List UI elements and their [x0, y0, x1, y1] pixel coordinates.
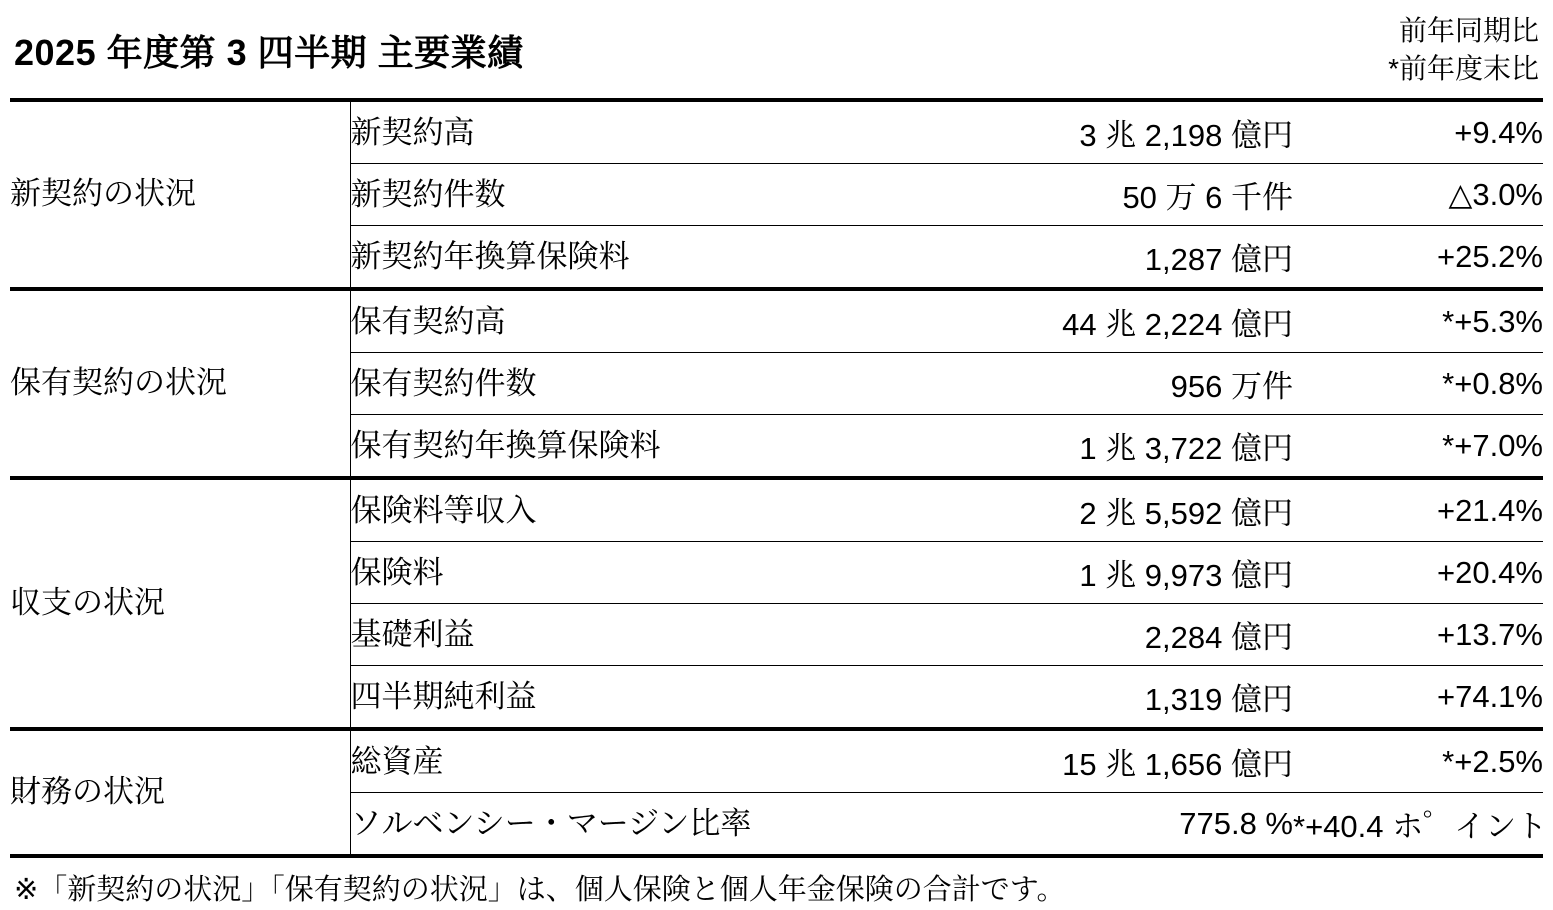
page-title: 2025 年度第 3 四半期 主要業績 — [14, 31, 524, 73]
row-item-label: 新契約高 — [350, 100, 873, 164]
comparison-basis-line-2: *前年度末比 — [1388, 53, 1539, 85]
row-delta: △3.0% — [1293, 164, 1543, 226]
table-row — [10, 478, 1543, 542]
row-item-label: ソルベンシー・マージン比率 — [350, 793, 873, 857]
row-delta: +20.4% — [1293, 542, 1543, 604]
row-item-label: 保険料等収入 — [350, 478, 873, 542]
row-value: 1 兆 9,973 億円 — [873, 542, 1293, 604]
row-item-label: 保有契約年換算保険料 — [350, 415, 873, 479]
row-delta: *+5.3% — [1293, 289, 1543, 353]
group-label-in-force-contracts: 保有契約の状況 — [10, 289, 350, 478]
table-row — [10, 100, 1543, 164]
row-delta: +9.4% — [1293, 100, 1543, 164]
row-delta: +74.1% — [1293, 666, 1543, 730]
page-header — [10, 0, 1543, 98]
row-delta: +21.4% — [1293, 478, 1543, 542]
row-delta: *+2.5% — [1293, 729, 1543, 793]
row-value: 2 兆 5,592 億円 — [873, 478, 1293, 542]
table-row — [10, 729, 1543, 793]
comparison-basis-note — [1388, 12, 1539, 92]
row-item-label: 保有契約高 — [350, 289, 873, 353]
row-value: 3 兆 2,198 億円 — [873, 100, 1293, 164]
row-delta: *+0.8% — [1293, 353, 1543, 415]
row-delta: +13.7% — [1293, 604, 1543, 666]
group-label-new-contracts: 新契約の状況 — [10, 100, 350, 289]
group-label-income-expenses: 収支の状況 — [10, 478, 350, 729]
comparison-basis-line-1: 前年同期比 — [1398, 15, 1539, 47]
row-value: 956 万件 — [873, 353, 1293, 415]
row-item-label: 総資産 — [350, 729, 873, 793]
row-delta: +25.2% — [1293, 226, 1543, 290]
row-item-label: 四半期純利益 — [350, 666, 873, 730]
row-value: 15 兆 1,656 億円 — [873, 729, 1293, 793]
row-value: 775.8 % — [873, 793, 1293, 857]
row-delta: *+40.4 ホ゜イント — [1293, 793, 1543, 857]
row-value: 2,284 億円 — [873, 604, 1293, 666]
kpi-table — [10, 98, 1548, 858]
row-item-label: 保有契約件数 — [350, 353, 873, 415]
row-value: 1,319 億円 — [873, 666, 1293, 730]
table-row — [10, 289, 1543, 353]
row-item-label: 新契約件数 — [350, 164, 873, 226]
row-value: 1 兆 3,722 億円 — [873, 415, 1293, 479]
row-item-label: 基礎利益 — [350, 604, 873, 666]
group-label-financial-position: 財務の状況 — [10, 729, 350, 856]
row-value: 44 兆 2,224 億円 — [873, 289, 1293, 353]
footnote: ※「新契約の状況」「保有契約の状況」は、個人保険と個人年金保険の合計です。 — [14, 874, 1066, 906]
row-delta: *+7.0% — [1293, 415, 1543, 479]
row-item-label: 保険料 — [350, 542, 873, 604]
row-value: 1,287 億円 — [873, 226, 1293, 290]
row-item-label: 新契約年換算保険料 — [350, 226, 873, 290]
row-value: 50 万 6 千件 — [873, 164, 1293, 226]
